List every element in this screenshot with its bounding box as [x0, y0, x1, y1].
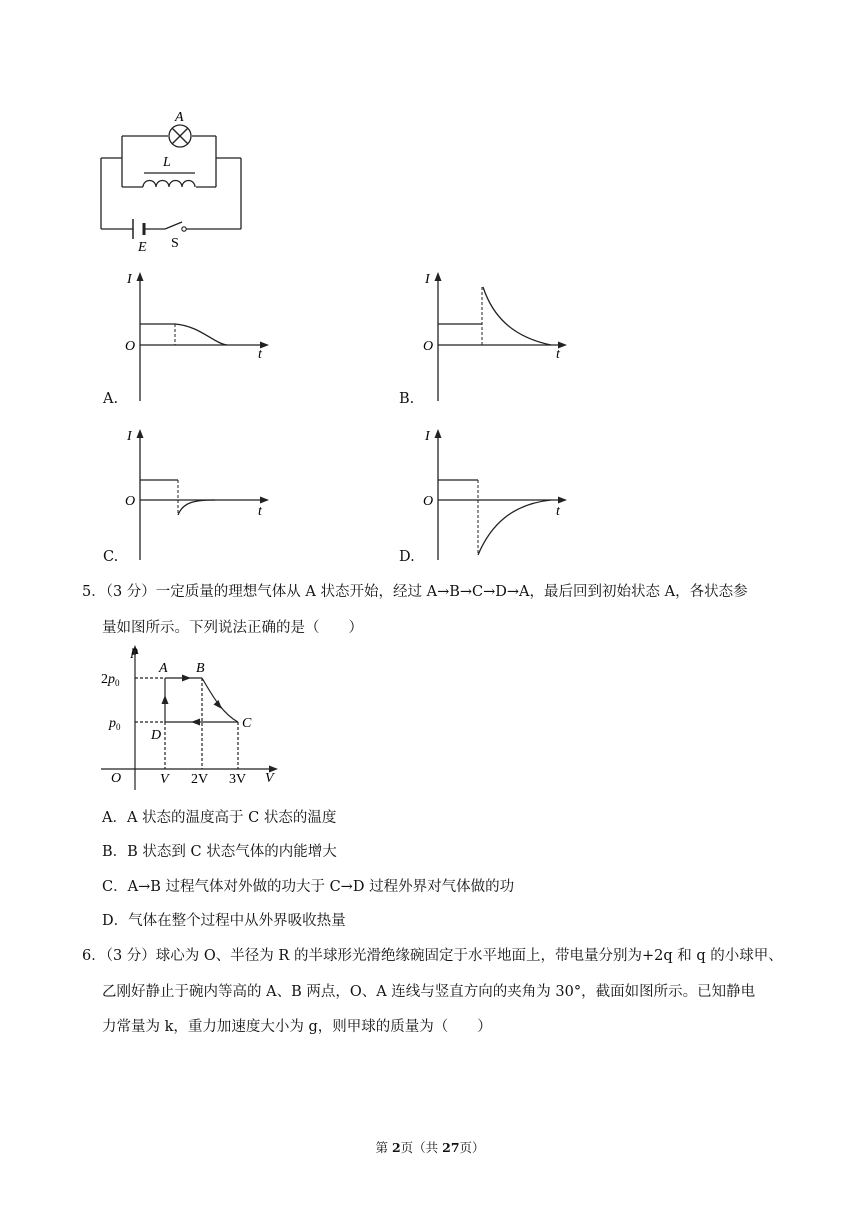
axis-t-label: t — [258, 504, 262, 519]
pv-tick-v: V — [160, 772, 169, 787]
axis-i-label: I — [425, 272, 430, 287]
footer-page-number: 2 — [391, 1140, 401, 1155]
footer-total-pages: 27 — [442, 1140, 460, 1155]
graph-option-c-label: C. — [103, 549, 119, 565]
q5-option-d: D．气体在整个过程中从外界吸收热量 — [102, 913, 346, 929]
pv-tick-2p0: $2p_0$ — [101, 672, 120, 688]
page-footer — [0, 1138, 860, 1156]
pv-tick-3v: 3V — [229, 772, 247, 787]
q6-line2: 乙刚好静止于碗内等高的 A、B 两点，O、A 连线与竖直方向的夹角为 30°，截面如图所示。已知静电 — [102, 984, 756, 1000]
pv-point-a: A — [159, 661, 168, 676]
graph-option-b — [413, 265, 573, 405]
footer-prefix: 第 — [375, 1140, 392, 1155]
axis-t-label: t — [258, 347, 262, 362]
battery-icon — [133, 219, 144, 239]
battery-label: E — [138, 240, 147, 255]
graph-option-d-label: D. — [399, 549, 415, 565]
origin-label: O — [125, 494, 136, 509]
q5-option-c: C．A→B 过程气体对外做的功大于 C→D 过程外界对气体做的功 — [102, 879, 515, 895]
lamp-icon — [169, 125, 191, 147]
axis-i-label: I — [425, 429, 430, 444]
graph-option-d — [413, 422, 573, 562]
q6-line3: 力常量为 k，重力加速度大小为 g，则甲球的质量为（ ） — [102, 1019, 492, 1035]
graph-option-c — [115, 422, 275, 562]
axis-i-label: I — [127, 429, 132, 444]
origin-label: O — [423, 339, 434, 354]
lamp-label: A — [175, 110, 184, 125]
axis-i-label: I — [127, 272, 132, 287]
axis-t-label: t — [556, 347, 560, 362]
q5-stem-line1: 5．（3 分）一定质量的理想气体从 A 状态开始，经过 A→B→C→D→A，最后回到初始状态 A，各状态参 — [82, 584, 748, 600]
q5-stem-line2: 量如图所示。下列说法正确的是（ ） — [102, 620, 363, 636]
pv-tick-2v: 2V — [191, 772, 209, 787]
pv-diagram — [95, 642, 285, 792]
switch-label: S — [171, 236, 179, 251]
inductor-icon — [143, 173, 195, 187]
pv-point-b: B — [196, 661, 205, 676]
pv-tick-p0: $p_0$ — [109, 716, 121, 732]
pv-point-c: C — [242, 716, 252, 731]
origin-label: O — [423, 494, 434, 509]
origin-label: O — [125, 339, 136, 354]
q6-line1: 6．（3 分）球心为 O、半径为 R 的半球形光滑绝缘碗固定于水平地面上，带电量分别为+2q 和 q 的小球甲、 — [82, 948, 783, 964]
q5-option-b: B．B 状态到 C 状态气体的内能增大 — [102, 844, 337, 860]
switch-icon — [165, 222, 186, 231]
footer-middle: 页（共 — [400, 1140, 443, 1155]
axis-t-label: t — [556, 504, 560, 519]
inductor-label: L — [163, 155, 171, 170]
q5-option-a: A．A 状态的温度高于 C 状态的温度 — [102, 810, 337, 826]
pv-origin: O — [111, 771, 122, 786]
graph-option-a-label: A. — [103, 391, 119, 407]
circuit-diagram — [95, 105, 250, 255]
graph-option-a — [115, 265, 275, 405]
graph-option-b-label: B. — [399, 391, 415, 407]
footer-suffix: 页） — [459, 1140, 485, 1155]
pv-p-axis: p — [131, 644, 138, 659]
pv-point-d: D — [151, 728, 162, 743]
pv-v-axis: V — [265, 771, 274, 786]
